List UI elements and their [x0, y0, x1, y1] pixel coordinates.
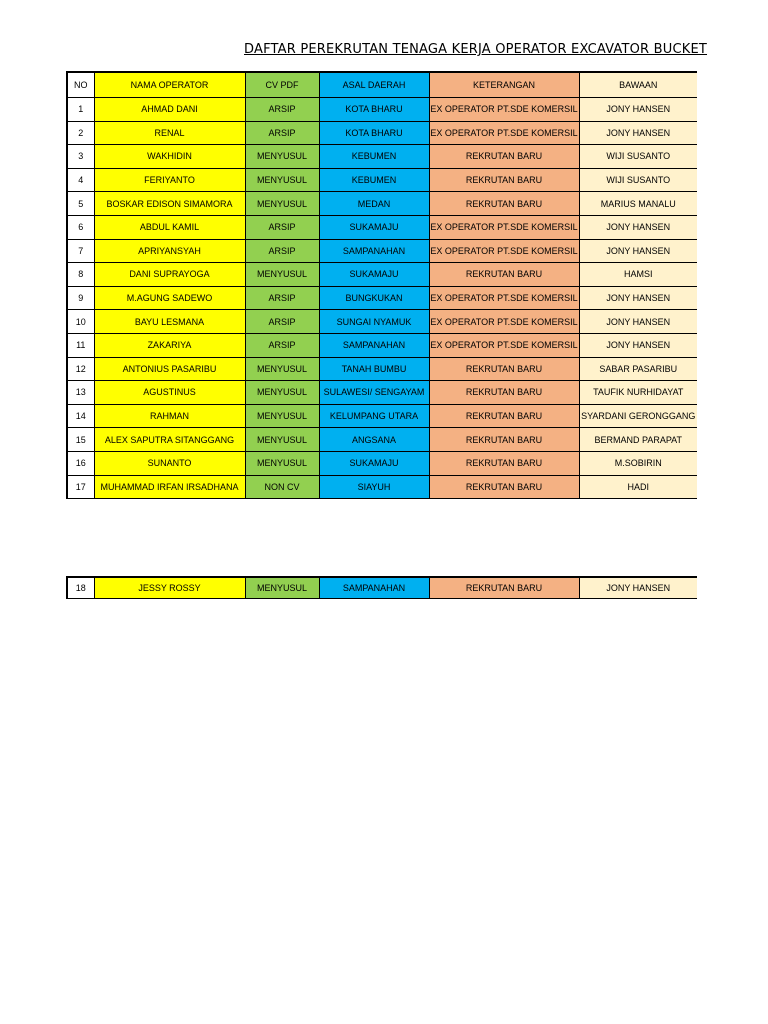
table-row	[67, 286, 697, 310]
cell-asal-daerah[interactable]: KOTA BHARU	[319, 98, 429, 122]
cell-asal-daerah[interactable]: KEBUMEN	[319, 145, 429, 169]
cell-nama-operator[interactable]: ALEX SAPUTRA SITANGGANG	[94, 428, 245, 452]
cell-asal-daerah[interactable]: BUNGKUKAN	[319, 286, 429, 310]
cell-no[interactable]: 4	[67, 168, 94, 192]
cell-nama-operator[interactable]: FERIYANTO	[94, 168, 245, 192]
cell-cv-pdf[interactable]: NON CV	[245, 475, 319, 499]
cell-keterangan[interactable]: EX OPERATOR PT.SDE KOMERSIL	[429, 239, 579, 263]
cell-asal-daerah[interactable]: SAMPANAHAN	[319, 239, 429, 263]
cell-bawaan[interactable]: JONY HANSEN	[579, 310, 697, 334]
cell-asal-daerah[interactable]: TANAH BUMBU	[319, 357, 429, 381]
cell-keterangan[interactable]: REKRUTAN BARU	[429, 357, 579, 381]
table-row	[67, 333, 697, 357]
cell-cv-pdf[interactable]: MENYUSUL	[245, 381, 319, 405]
cell-nama-operator[interactable]: RAHMAN	[94, 404, 245, 428]
cell-nama-operator[interactable]: BOSKAR EDISON SIMAMORA	[94, 192, 245, 216]
cell-cv-pdf[interactable]: MENYUSUL	[245, 451, 319, 475]
cell-cv-pdf[interactable]: MENYUSUL	[245, 145, 319, 169]
cell-no[interactable]: 15	[67, 428, 94, 452]
header-cell-no[interactable]: NO	[67, 72, 94, 98]
cell-bawaan[interactable]: HAMSI	[579, 263, 697, 287]
cell-cv-pdf[interactable]: ARSIP	[245, 310, 319, 334]
table-row	[67, 577, 697, 599]
cell-cv-pdf[interactable]: MENYUSUL	[245, 357, 319, 381]
cell-bawaan[interactable]: JONY HANSEN	[579, 98, 697, 122]
table-row	[67, 239, 697, 263]
cell-no[interactable]: 16	[67, 451, 94, 475]
cell-keterangan[interactable]: REKRUTAN BARU	[429, 428, 579, 452]
table-header-row	[67, 72, 697, 98]
cell-cv-pdf[interactable]: MENYUSUL	[245, 404, 319, 428]
header-cell-bawaan[interactable]: BAWAAN	[579, 72, 697, 98]
cell-bawaan[interactable]: MARIUS MANALU	[579, 192, 697, 216]
table-row	[67, 381, 697, 405]
sheet-title: DAFTAR PEREKRUTAN TENAGA KERJA OPERATOR EXCAVATOR BUCKET	[244, 42, 708, 57]
cell-cv-pdf[interactable]: ARSIP	[245, 286, 319, 310]
cell-cv-pdf[interactable]: ARSIP	[245, 121, 319, 145]
cell-nama-operator[interactable]: ANTONIUS PASARIBU	[94, 357, 245, 381]
cell-bawaan[interactable]: JONY HANSEN	[579, 239, 697, 263]
table-row	[67, 168, 697, 192]
header-cell-keterangan[interactable]: KETERANGAN	[429, 72, 579, 98]
cell-cv-pdf[interactable]: MENYUSUL	[245, 168, 319, 192]
cell-asal-daerah[interactable]: SULAWESI/ SENGAYAM	[319, 381, 429, 405]
cell-asal-daerah[interactable]: KELUMPANG UTARA	[319, 404, 429, 428]
cell-cv-pdf[interactable]: MENYUSUL	[245, 192, 319, 216]
cell-no[interactable]: 1	[67, 98, 94, 122]
table-row	[67, 428, 697, 452]
cell-bawaan[interactable]: HADI	[579, 475, 697, 499]
cell-no[interactable]: 7	[67, 239, 94, 263]
cell-keterangan[interactable]: REKRUTAN BARU	[429, 451, 579, 475]
cell-cv-pdf[interactable]: MENYUSUL	[245, 428, 319, 452]
cell-cv-pdf[interactable]: MENYUSUL	[245, 577, 319, 599]
cell-bawaan[interactable]: SYARDANI GERONGGANG	[579, 404, 697, 428]
cell-cv-pdf[interactable]: ARSIP	[245, 333, 319, 357]
cell-asal-daerah[interactable]: KEBUMEN	[319, 168, 429, 192]
cell-keterangan[interactable]: REKRUTAN BARU	[429, 168, 579, 192]
header-cell-cv-pdf[interactable]: CV PDF	[245, 72, 319, 98]
table-row	[67, 357, 697, 381]
cell-nama-operator[interactable]: APRIYANSYAH	[94, 239, 245, 263]
table-row	[67, 475, 697, 499]
cell-bawaan[interactable]: BERMAND PARAPAT	[579, 428, 697, 452]
cell-bawaan[interactable]: WIJI SUSANTO	[579, 145, 697, 169]
recruitment-table-body	[67, 72, 697, 499]
cell-asal-daerah[interactable]: SUKAMAJU	[319, 263, 429, 287]
cell-keterangan[interactable]: EX OPERATOR PT.SDE KOMERSIL	[429, 310, 579, 334]
cell-nama-operator[interactable]: RENAL	[94, 121, 245, 145]
table-row	[67, 404, 697, 428]
table-row	[67, 121, 697, 145]
cell-no[interactable]: 9	[67, 286, 94, 310]
cell-asal-daerah[interactable]: SUKAMAJU	[319, 215, 429, 239]
table-row	[67, 98, 697, 122]
cell-bawaan[interactable]: JONY HANSEN	[579, 333, 697, 357]
cell-no[interactable]: 12	[67, 357, 94, 381]
table-row	[67, 192, 697, 216]
cell-asal-daerah[interactable]: SAMPANAHAN	[319, 577, 429, 599]
table-row	[67, 215, 697, 239]
cell-nama-operator[interactable]: ZAKARIYA	[94, 333, 245, 357]
cell-nama-operator[interactable]: AHMAD DANI	[94, 98, 245, 122]
cell-asal-daerah[interactable]: KOTA BHARU	[319, 121, 429, 145]
cell-no[interactable]: 6	[67, 215, 94, 239]
cell-nama-operator[interactable]: ABDUL KAMIL	[94, 215, 245, 239]
cell-bawaan[interactable]: TAUFIK NURHIDAYAT	[579, 381, 697, 405]
cell-cv-pdf[interactable]: ARSIP	[245, 98, 319, 122]
cell-bawaan[interactable]: M.SOBIRIN	[579, 451, 697, 475]
cell-keterangan[interactable]: REKRUTAN BARU	[429, 263, 579, 287]
table-row	[67, 263, 697, 287]
table-row	[67, 145, 697, 169]
cell-keterangan[interactable]: REKRUTAN BARU	[429, 145, 579, 169]
cell-no[interactable]: 10	[67, 310, 94, 334]
cell-nama-operator[interactable]: MUHAMMAD IRFAN IRSADHANA	[94, 475, 245, 499]
cell-no[interactable]: 17	[67, 475, 94, 499]
cell-cv-pdf[interactable]: MENYUSUL	[245, 263, 319, 287]
cell-no[interactable]: 2	[67, 121, 94, 145]
cell-nama-operator[interactable]: M.AGUNG SADEWO	[94, 286, 245, 310]
cell-keterangan[interactable]: EX OPERATOR PT.SDE KOMERSIL	[429, 98, 579, 122]
recruitment-table-extra-body	[67, 577, 697, 599]
cell-bawaan[interactable]: JONY HANSEN	[579, 286, 697, 310]
cell-asal-daerah[interactable]: ANGSANA	[319, 428, 429, 452]
cell-cv-pdf[interactable]: ARSIP	[245, 215, 319, 239]
table-row	[67, 310, 697, 334]
cell-keterangan[interactable]: REKRUTAN BARU	[429, 475, 579, 499]
cell-no[interactable]: 14	[67, 404, 94, 428]
cell-asal-daerah[interactable]: MEDAN	[319, 192, 429, 216]
cell-keterangan[interactable]: EX OPERATOR PT.SDE KOMERSIL	[429, 333, 579, 357]
header-cell-asal-daerah[interactable]: ASAL DAERAH	[319, 72, 429, 98]
cell-nama-operator[interactable]: BAYU LESMANA	[94, 310, 245, 334]
cell-bawaan[interactable]: JONY HANSEN	[579, 577, 697, 599]
cell-bawaan[interactable]: JONY HANSEN	[579, 215, 697, 239]
recruitment-table	[66, 71, 697, 499]
cell-no[interactable]: 13	[67, 381, 94, 405]
cell-nama-operator[interactable]: DANI SUPRAYOGA	[94, 263, 245, 287]
cell-asal-daerah[interactable]: SAMPANAHAN	[319, 333, 429, 357]
cell-asal-daerah[interactable]: SIAYUH	[319, 475, 429, 499]
cell-nama-operator[interactable]: SUNANTO	[94, 451, 245, 475]
cell-no[interactable]: 3	[67, 145, 94, 169]
cell-keterangan[interactable]: EX OPERATOR PT.SDE KOMERSIL	[429, 286, 579, 310]
table-row	[67, 451, 697, 475]
cell-keterangan[interactable]: REKRUTAN BARU	[429, 404, 579, 428]
cell-keterangan[interactable]: REKRUTAN BARU	[429, 577, 579, 599]
cell-bawaan[interactable]: SABAR PASARIBU	[579, 357, 697, 381]
cell-cv-pdf[interactable]: ARSIP	[245, 239, 319, 263]
cell-no[interactable]: 8	[67, 263, 94, 287]
cell-asal-daerah[interactable]: SUKAMAJU	[319, 451, 429, 475]
cell-keterangan[interactable]: REKRUTAN BARU	[429, 381, 579, 405]
cell-nama-operator[interactable]: JESSY ROSSY	[94, 577, 245, 599]
cell-nama-operator[interactable]: AGUSTINUS	[94, 381, 245, 405]
cell-bawaan[interactable]: WIJI SUSANTO	[579, 168, 697, 192]
cell-keterangan[interactable]: EX OPERATOR PT.SDE KOMERSIL	[429, 121, 579, 145]
cell-no[interactable]: 5	[67, 192, 94, 216]
header-cell-nama-operator[interactable]: NAMA OPERATOR	[94, 72, 245, 98]
cell-keterangan[interactable]: REKRUTAN BARU	[429, 192, 579, 216]
cell-bawaan[interactable]: JONY HANSEN	[579, 121, 697, 145]
cell-no[interactable]: 11	[67, 333, 94, 357]
cell-no[interactable]: 18	[67, 577, 94, 599]
cell-asal-daerah[interactable]: SUNGAI NYAMUK	[319, 310, 429, 334]
cell-nama-operator[interactable]: WAKHIDIN	[94, 145, 245, 169]
recruitment-table-extra	[66, 576, 697, 599]
cell-keterangan[interactable]: EX OPERATOR PT.SDE KOMERSIL	[429, 215, 579, 239]
